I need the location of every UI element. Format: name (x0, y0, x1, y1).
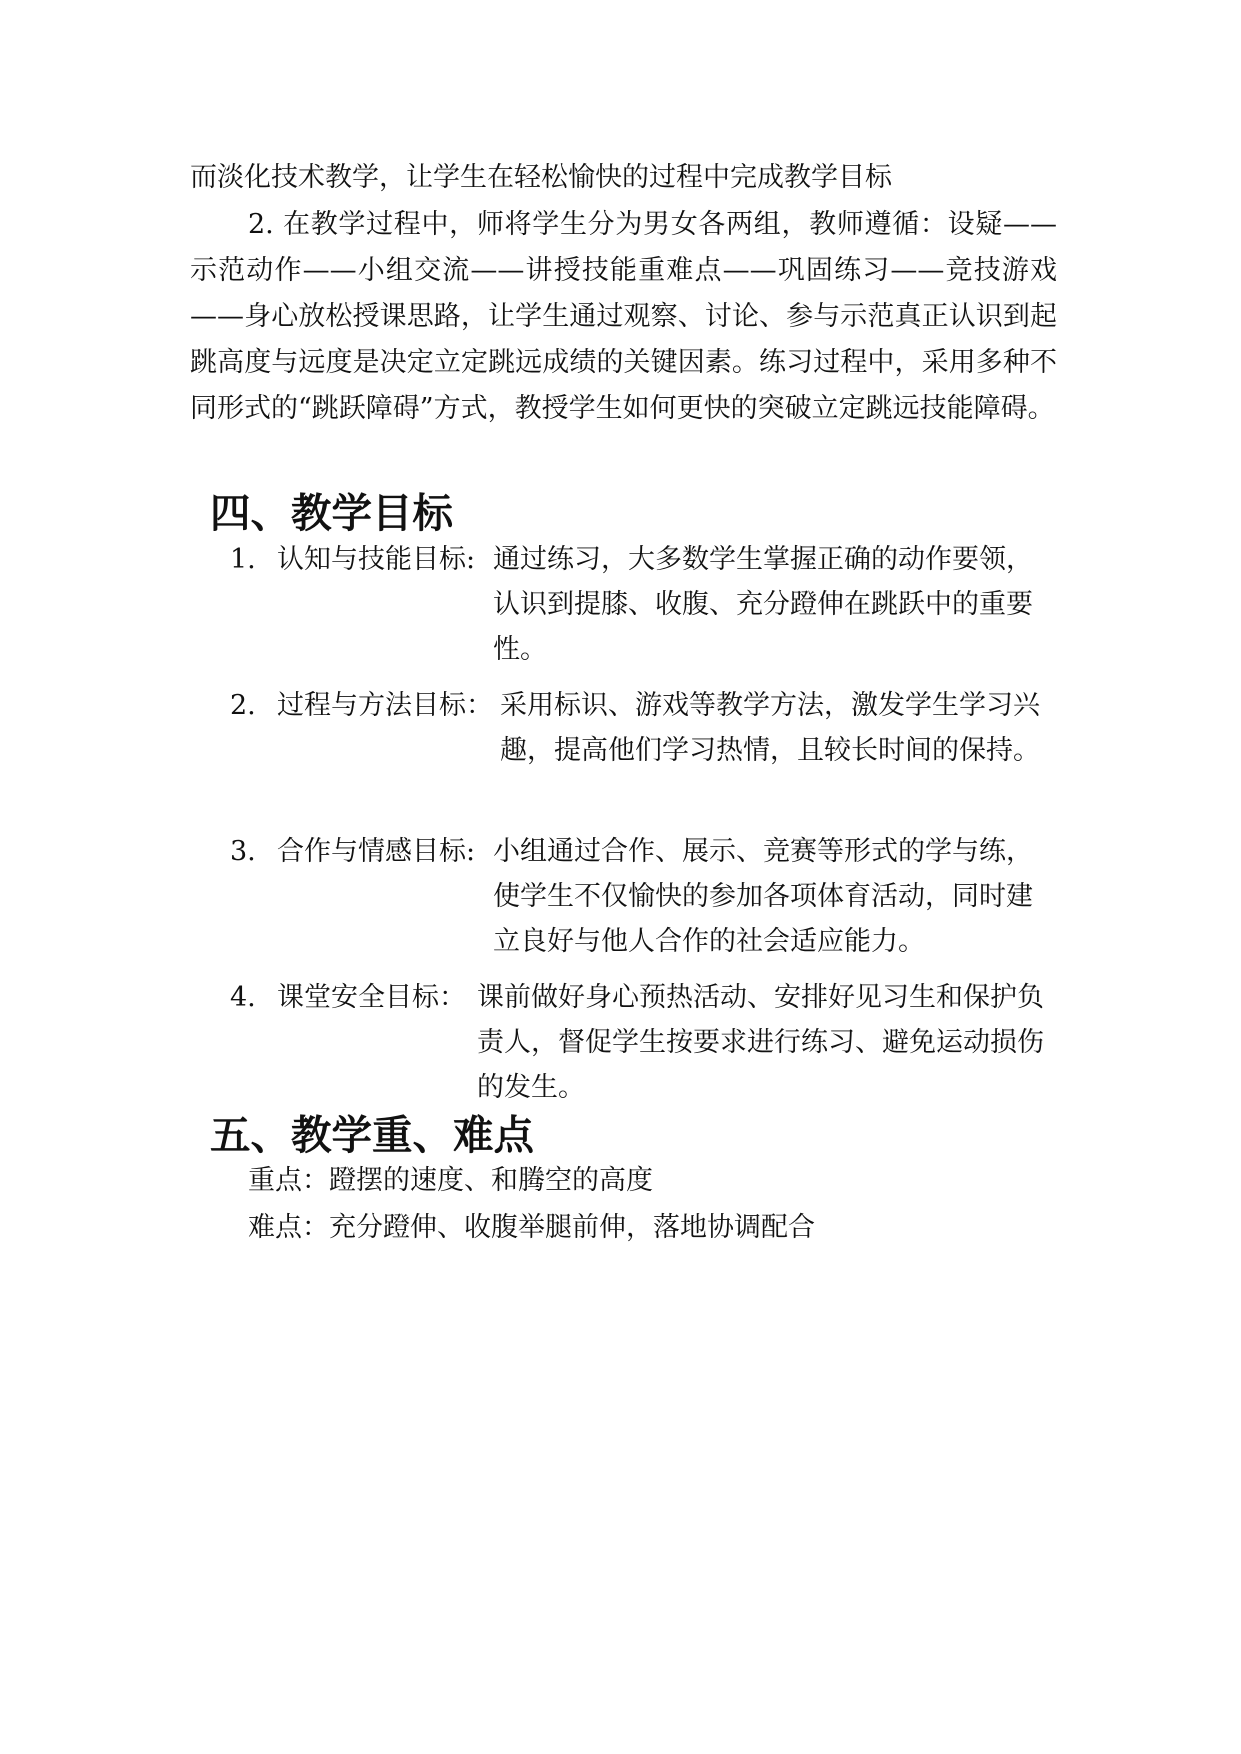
objective-label: 过程与方法目标： (277, 690, 493, 721)
objective-number: 4. (230, 982, 256, 1013)
objective-text: 采用标识、游戏等教学方法，激发学生学习兴趣，提高他们学习热情，且较长时间的保持。 (500, 690, 1040, 766)
section-heading-objectives: 四、教学目标 (210, 489, 453, 537)
key-point-line: 重点：蹬摆的速度、和腾空的高度 (248, 1165, 653, 1196)
intro-line: 而淡化技术教学，让学生在轻松愉快的过程中完成教学目标 (190, 162, 892, 193)
objective-label: 合作与情感目标: (277, 836, 476, 867)
objective-text: 小组通过合作、展示、竞赛等形式的学与练，使学生不仅愉快的参加各项体育活动，同时建立良好与他人合作的社会适应能力。 (493, 836, 1033, 957)
objective-text: 课前做好身心预热活动、安排好见习生和保护负责人，督促学生按要求进行练习、避免运动损伤的发生。 (477, 982, 1044, 1103)
section-heading-key-points: 五、教学重、难点 (210, 1111, 534, 1159)
objective-number: 1. (230, 544, 256, 575)
objective-label: 课堂安全目标： (277, 982, 466, 1013)
objective-label: 认知与技能目标: (277, 544, 476, 575)
objective-text: 通过练习，大多数学生掌握正确的动作要领，认识到提膝、收腹、充分蹬伸在跳跃中的重要性。 (493, 544, 1033, 665)
objective-number: 3. (230, 836, 256, 867)
difficulty-line: 难点：充分蹬伸、收腹举腿前伸，落地协调配合 (248, 1212, 815, 1243)
teaching-process-paragraph: 2. 在教学过程中，师将学生分为男女各两组，教师遵循：设疑——示范动作——小组交流——讲授技能重难点——巩固练习——竞技游戏——身心放松授课思路，让学生通过观察、讨论、参与示范真正认识到起跳高度与远度是决定立定跳远成绩的关键因素。练习过程中，采用多种不同形式的“跳跃障碍”方式，教授学生如何更快的突破立定跳远技能障碍。 (190, 209, 1057, 424)
objective-number: 2. (230, 690, 256, 721)
